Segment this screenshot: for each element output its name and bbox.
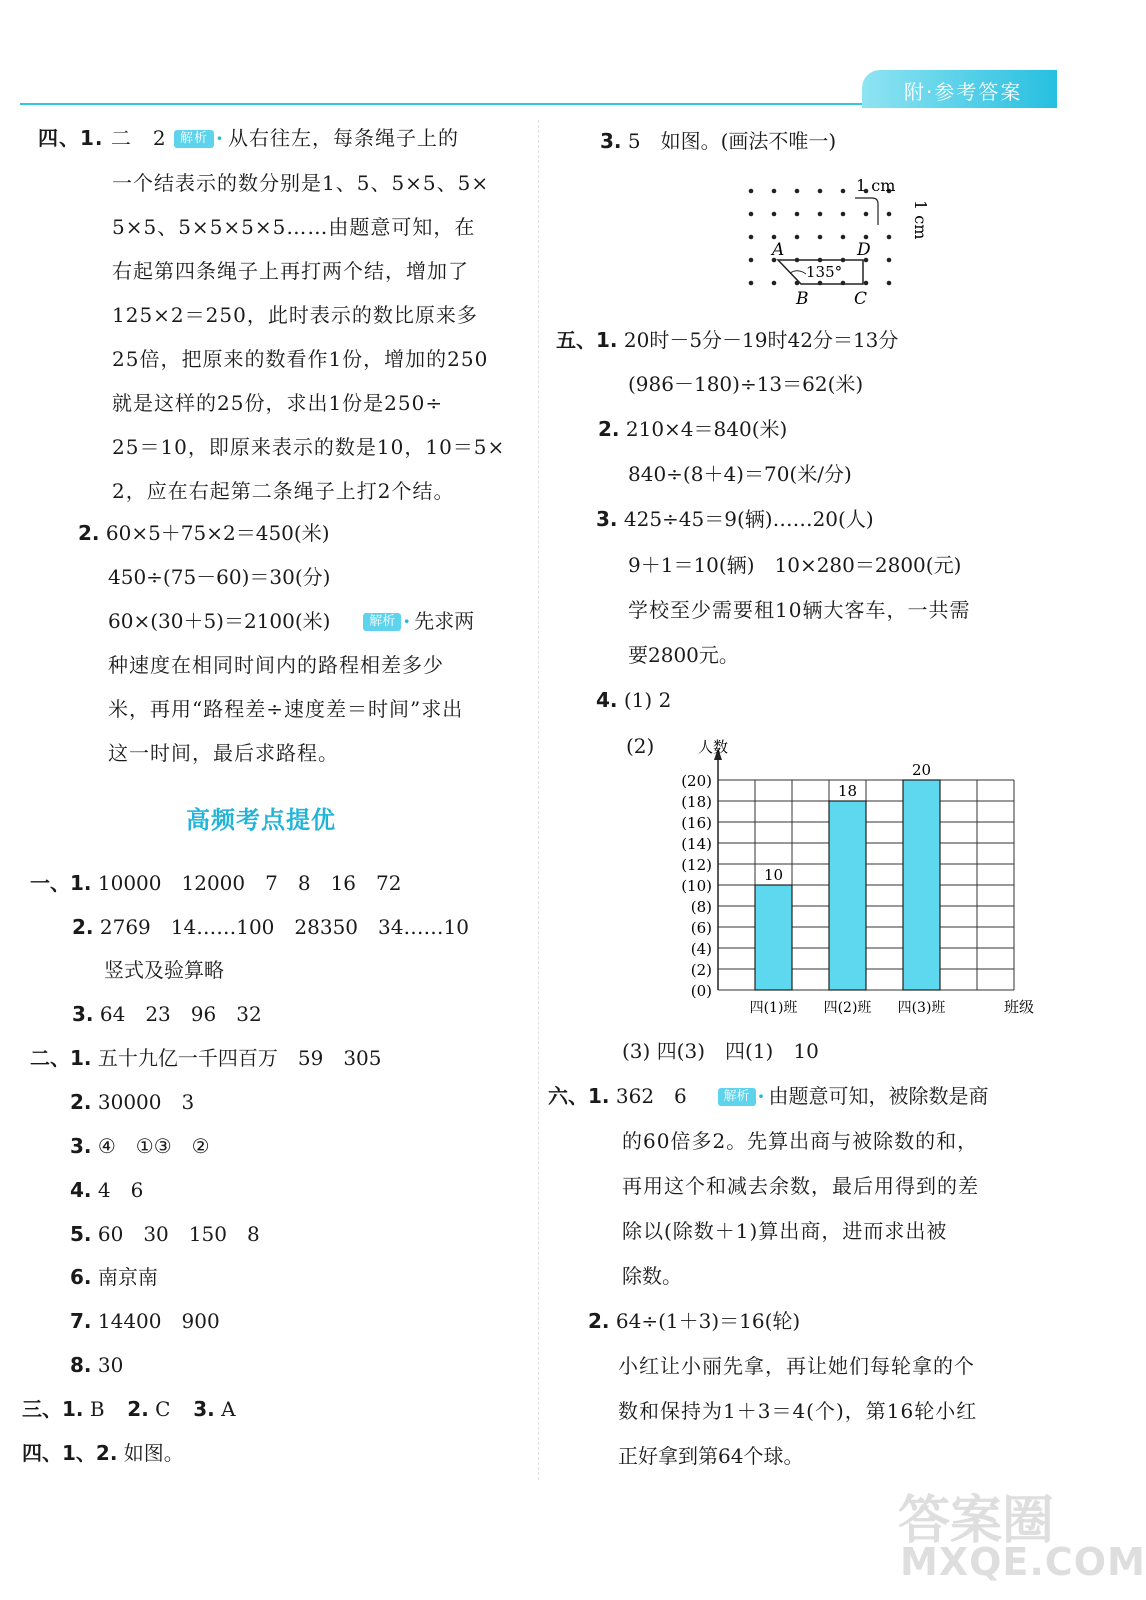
s6-q1-line-4: 除以(除数＋1)算出商，进而求出被 xyxy=(622,1219,948,1243)
y-tick-label: (12) xyxy=(681,856,712,874)
s2-q4-number: 4. xyxy=(70,1178,92,1202)
s1-q2-note: 竖式及验算略 xyxy=(104,958,224,982)
grid-dot xyxy=(841,189,846,194)
bar xyxy=(829,801,866,990)
s2-q6-answer: 南京南 xyxy=(97,1265,158,1289)
s5-q3 xyxy=(596,506,874,532)
x-tick-label: 四(3)班 xyxy=(897,1000,946,1016)
s5-q3-text-2: 要2800元。 xyxy=(628,643,739,667)
s5-q4-answer-3: (3) 四(3) 四(1) 10 xyxy=(622,1039,819,1063)
s2-q3-answer: ④ ①③ ② xyxy=(97,1134,210,1158)
s2-q7 xyxy=(70,1308,220,1334)
y-tick-label: (16) xyxy=(681,814,712,832)
q4-2-line-5: 米，再用“路程差÷速度差＝时间”求出 xyxy=(108,697,464,721)
q4-1-line-6: 25倍，把原来的数看作1份，增加的250 xyxy=(112,347,489,371)
s6-q1-line-5: 除数。 xyxy=(622,1264,682,1288)
y-axis-label: 人数 xyxy=(698,738,729,756)
grid-dot xyxy=(772,235,777,240)
grid-dot xyxy=(864,235,869,240)
q3-line xyxy=(600,128,836,154)
bar-value-label: 18 xyxy=(837,782,858,800)
watermark-url: MXQE.COM xyxy=(900,1540,1146,1584)
unit-vertical-label: 1 cm xyxy=(911,200,930,240)
s4-line xyxy=(22,1440,184,1466)
s3-q3-number: 3. xyxy=(193,1397,215,1421)
s2-q6-number: 6. xyxy=(70,1265,92,1289)
q3-number: 3. xyxy=(600,129,622,153)
s3-answers xyxy=(22,1396,236,1422)
q4-1-answer: 二 2 xyxy=(110,126,167,150)
bar xyxy=(755,885,792,990)
s2-q5-number: 5. xyxy=(70,1222,92,1246)
grid-dot xyxy=(772,281,777,286)
analysis-badge: 解析 xyxy=(174,130,214,148)
grid-dot xyxy=(887,235,892,240)
bar xyxy=(903,780,940,990)
y-tick-label: (2) xyxy=(690,961,712,979)
grid-dot xyxy=(772,212,777,217)
s5-q3-text-1: 学校至少需要租10辆大客车，一共需 xyxy=(628,598,971,622)
q4-1-line-9: 2，应在右起第二条绳子上打2个结。 xyxy=(112,479,455,503)
grid-dot xyxy=(749,189,754,194)
x-tick-label: 四(1)班 xyxy=(749,1000,798,1016)
y-tick-label: (6) xyxy=(690,919,712,937)
grid-dot xyxy=(749,281,754,286)
s5-q4-number: 4. xyxy=(596,688,618,712)
s2-q5 xyxy=(70,1221,260,1247)
point-b-label: B xyxy=(796,289,809,309)
s2-q2-answer: 30000 3 xyxy=(97,1090,195,1114)
analysis-badge: 解析 xyxy=(363,613,401,631)
grid-dot xyxy=(749,258,754,263)
s2-q2 xyxy=(70,1089,194,1115)
s2-q7-answer: 14400 900 xyxy=(97,1309,220,1333)
s5-q2 xyxy=(598,416,787,442)
q4-1-line-8: 25＝10，即原来表示的数是10，10＝5× xyxy=(112,435,506,459)
dot-grid-figure xyxy=(730,170,930,310)
q4-2-eq-3: 60×(30＋5)＝2100(米) xyxy=(108,609,331,633)
point-d-label: D xyxy=(857,240,871,260)
s2-q1-number: 二、1. xyxy=(30,1046,92,1070)
watermark-logo: 答案圈 xyxy=(898,1491,1055,1551)
header-tab-label: 附·参考答案 xyxy=(904,80,1023,104)
q4-2-line-6: 这一时间，最后求路程。 xyxy=(108,741,339,765)
s2-q3 xyxy=(70,1133,210,1159)
grid-dot xyxy=(772,189,777,194)
grid-dot xyxy=(841,235,846,240)
s1-q1-answer: 10000 12000 7 8 16 72 xyxy=(97,871,402,895)
grid-dot xyxy=(841,212,846,217)
s6-q2-line-3: 数和保持为1＋3＝4(个)，第16轮小红 xyxy=(618,1399,978,1423)
s6-q2 xyxy=(588,1308,800,1334)
column-divider xyxy=(538,120,539,1480)
grid-dot xyxy=(887,212,892,217)
s1-q3-number: 3. xyxy=(72,1002,94,1026)
y-tick-label: (8) xyxy=(690,898,712,916)
s5-q2-number: 2. xyxy=(598,417,620,441)
angle-arc xyxy=(790,271,806,274)
y-tick-label: (18) xyxy=(681,793,712,811)
q4-2-eq-2: 450÷(75－60)＝30(分) xyxy=(108,565,331,589)
s1-q3-answer: 64 23 96 32 xyxy=(99,1002,262,1026)
s2-q8 xyxy=(70,1352,123,1378)
s6-q1: 六、1. 362 6 解析 · 由题意可知，被除数是商 xyxy=(548,1084,989,1108)
q4-2-analysis-text: 先求两 xyxy=(414,609,475,633)
s5-q1-eq-2: (986－180)÷13＝62(米) xyxy=(628,372,864,396)
s1-q1 xyxy=(30,870,401,896)
s6-q2-answer: 64÷(1＋3)＝16(轮) xyxy=(615,1309,801,1333)
s5-q4-part-2-label: (2) xyxy=(626,734,655,758)
grid-dot xyxy=(864,212,869,217)
s5-q1 xyxy=(556,327,898,353)
q4-1-line-4: 右起第四条绳子上再打两个结，增加了 xyxy=(112,259,469,283)
x-tick-label: 四(2)班 xyxy=(823,1000,872,1016)
s3-q3-answer: A xyxy=(221,1397,236,1421)
s5-q2-eq-2: 840÷(8＋4)＝70(米/分) xyxy=(628,462,852,486)
y-tick-label: (10) xyxy=(681,877,712,895)
grid-dot xyxy=(795,235,800,240)
s5-q1-answer: 20时－5分－19时42分＝13分 xyxy=(623,328,899,352)
header-tab xyxy=(862,70,1057,108)
s5-q3-answer: 425÷45＝9(辆)……20(人) xyxy=(623,507,874,531)
s2-q1-answer: 五十九亿一千四百万 59 305 xyxy=(97,1046,382,1070)
q4-1-line-3: 5×5、5×5×5×5……由题意可知，在 xyxy=(112,215,476,239)
y-tick-label: (14) xyxy=(681,835,712,853)
s5-q4-answer-1: (1) 2 xyxy=(623,688,672,712)
q4-2-line-1 xyxy=(78,520,330,546)
grid-dot xyxy=(864,281,869,286)
s5-q2-answer: 210×4＝840(米) xyxy=(625,417,788,441)
s3-q2-number: 2. xyxy=(127,1397,149,1421)
s2-q8-answer: 30 xyxy=(97,1353,124,1377)
s1-q3 xyxy=(72,1001,262,1027)
point-a-label: A xyxy=(772,240,785,260)
s6-q2-number: 2. xyxy=(588,1309,610,1333)
q4-1-line: 四、1. 二 2 解析 · 从右往左，每条绳子上的 xyxy=(38,126,459,150)
grid-dot xyxy=(795,189,800,194)
q3-answer: 5 如图。(画法不唯一) xyxy=(627,129,837,153)
s3-q2-answer: C xyxy=(155,1397,171,1421)
bar-value-label: 10 xyxy=(763,866,784,884)
q4-2-eq-1: 60×5＋75×2＝450(米) xyxy=(105,521,330,545)
s6-q1-line-3: 再用这个和减去余数，最后用得到的差 xyxy=(622,1174,979,1198)
s3-q1-number: 三、1. xyxy=(22,1397,84,1421)
s2-q1 xyxy=(30,1045,382,1071)
grid-dot xyxy=(818,235,823,240)
q4-2-line-3: 60×(30＋5)＝2100(米) 解析 · 先求两 xyxy=(108,609,475,633)
s1-q2 xyxy=(72,914,469,940)
grid-dot xyxy=(818,189,823,194)
grid-dot xyxy=(887,281,892,286)
q4-1-line-2: 一个结表示的数分别是1、5、5×5、5× xyxy=(112,171,490,195)
s2-q2-number: 2. xyxy=(70,1090,92,1114)
s5-q4 xyxy=(596,687,671,713)
s6-q1-number: 六、1. xyxy=(548,1084,610,1108)
s1-q2-number: 2. xyxy=(72,915,94,939)
bar-chart xyxy=(660,730,1040,1020)
chart-bars xyxy=(755,780,940,990)
analysis-badge: 解析 xyxy=(718,1088,756,1106)
q4-2-number: 2. xyxy=(78,521,100,545)
s6-q1-analysis-text: 由题意可知，被除数是商 xyxy=(768,1084,989,1108)
s2-q6 xyxy=(70,1264,158,1290)
s2-q4-answer: 4 6 xyxy=(97,1178,144,1202)
s6-q2-line-2: 小红让小丽先拿，再让她们每轮拿的个 xyxy=(618,1354,975,1378)
section-title: 高频考点提优 xyxy=(186,806,336,834)
s2-q8-number: 8. xyxy=(70,1353,92,1377)
s5-q1-number: 五、1. xyxy=(556,328,618,352)
grid-dot xyxy=(749,212,754,217)
s2-q3-number: 3. xyxy=(70,1134,92,1158)
s1-q2-answer: 2769 14……100 28350 34……10 xyxy=(99,915,469,939)
point-c-label: C xyxy=(854,289,868,309)
y-tick-label: (20) xyxy=(681,772,712,790)
grid-dot xyxy=(818,212,823,217)
q4-1-analysis-text: 从右往左，每条绳子上的 xyxy=(227,126,459,150)
unit-horizontal-label: 1 cm xyxy=(856,176,896,195)
y-tick-label: (4) xyxy=(690,940,712,958)
grid-dot xyxy=(887,258,892,263)
s3-q1-answer: B xyxy=(89,1397,105,1421)
y-tick-label: (0) xyxy=(690,982,712,1000)
grid-dot xyxy=(749,235,754,240)
q4-1-line-7: 就是这样的25份，求出1份是250÷ xyxy=(112,391,444,415)
s5-q3-eq-2: 9＋1＝10(辆) 10×280＝2800(元) xyxy=(628,553,962,577)
s5-q3-number: 3. xyxy=(596,507,618,531)
s6-q1-answer: 362 6 xyxy=(615,1084,687,1108)
q4-1-line-5: 125×2＝250，此时表示的数比原来多 xyxy=(112,303,478,327)
angle-label: 135° xyxy=(806,263,843,281)
x-axis-label: 班级 xyxy=(1004,998,1035,1016)
q4-2-line-4: 种速度在相同时间内的路程相差多少 xyxy=(108,653,444,677)
s2-q7-number: 7. xyxy=(70,1309,92,1333)
unit-bracket xyxy=(855,198,878,225)
s4-answer: 如图。 xyxy=(123,1441,184,1465)
s1-q1-number: 一、1. xyxy=(30,871,92,895)
grid-dot xyxy=(795,212,800,217)
s2-q4 xyxy=(70,1177,143,1203)
q4-1-number: 四、1. xyxy=(38,126,104,150)
s4-number: 四、1、2. xyxy=(22,1441,118,1465)
s2-q5-answer: 60 30 150 8 xyxy=(97,1222,260,1246)
s6-q1-line-2: 的60倍多2。先算出商与被除数的和， xyxy=(622,1129,979,1153)
bar-value-label: 20 xyxy=(911,761,932,779)
s6-q2-line-4: 正好拿到第64个球。 xyxy=(618,1444,804,1468)
